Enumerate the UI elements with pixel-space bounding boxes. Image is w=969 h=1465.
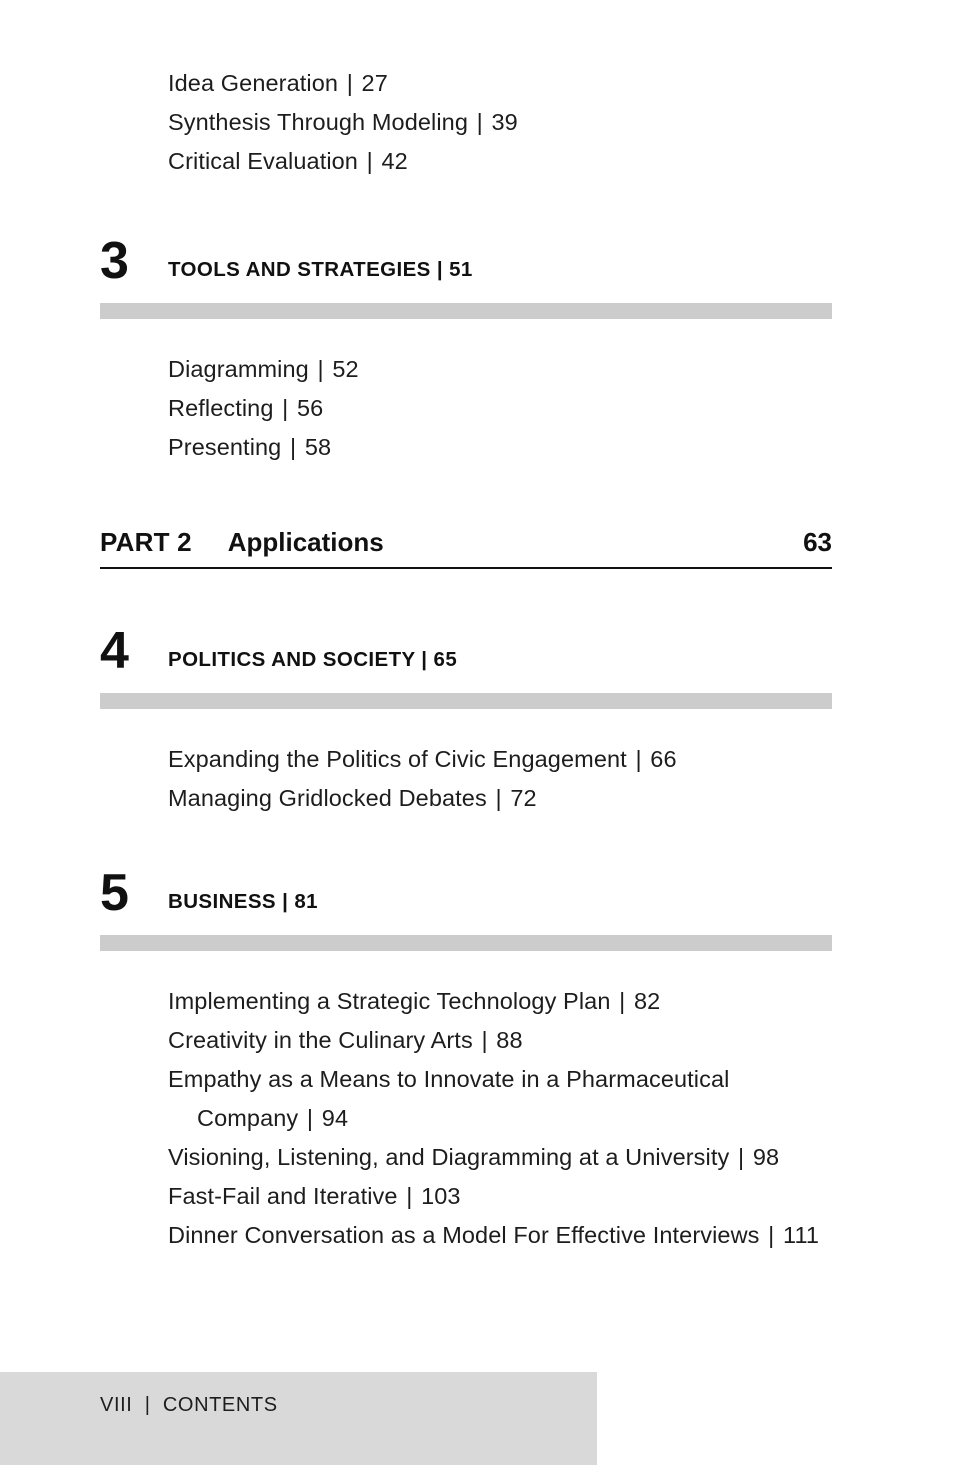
chapter-4-rule xyxy=(100,693,832,709)
entry-page: 42 xyxy=(381,148,408,174)
chapter-5-rule xyxy=(100,935,832,951)
footer-label: CONTENTS xyxy=(162,1394,278,1416)
part-2-heading xyxy=(100,527,832,569)
chapter-5 xyxy=(100,864,832,1255)
entry-separator: | xyxy=(406,1183,413,1209)
entry-title: Visioning, Listening, and Diagramming at a University xyxy=(168,1144,730,1170)
entry-page: 56 xyxy=(297,395,324,421)
entry-page: 82 xyxy=(634,988,661,1014)
entry-page: 66 xyxy=(650,746,677,772)
entry-separator: | xyxy=(290,434,297,460)
entry-page: 88 xyxy=(496,1027,523,1053)
footer-separator: | xyxy=(144,1394,151,1416)
entry-separator: | xyxy=(476,109,483,135)
list-item xyxy=(168,1099,832,1138)
entry-title: Idea Generation xyxy=(168,70,339,96)
entry-separator: | xyxy=(481,1027,488,1053)
entry-separator: | xyxy=(495,785,502,811)
entry-title: Presenting xyxy=(168,434,282,460)
entry-separator: | xyxy=(619,988,626,1014)
entry-title: Diagramming xyxy=(168,356,309,382)
entry-title: Expanding the Politics of Civic Engagement xyxy=(168,746,627,772)
chapter-3-entry-list xyxy=(168,350,832,467)
chapter-5-entry-list xyxy=(168,982,832,1255)
list-item xyxy=(168,740,832,779)
entry-page: 98 xyxy=(752,1144,780,1170)
chapter-3 xyxy=(100,232,832,467)
entry-title: Fast-Fail and Iterative xyxy=(168,1183,398,1209)
chapter-5-heading xyxy=(100,864,832,922)
footer xyxy=(100,1394,278,1417)
entry-title: Reflecting xyxy=(168,395,274,421)
list-item xyxy=(168,1060,832,1099)
entry-title: Company xyxy=(197,1105,299,1131)
list-item xyxy=(168,103,518,142)
list-item xyxy=(168,1216,832,1255)
entry-page: 103 xyxy=(421,1183,461,1209)
list-item xyxy=(168,428,832,467)
entry-title: Dinner Conversation as a Model For Effective Interviews xyxy=(168,1222,760,1248)
entry-page: 52 xyxy=(332,356,359,382)
chapter-3-number: 3 xyxy=(100,232,128,290)
top-entry-list xyxy=(168,64,518,181)
entry-title: Creativity in the Culinary Arts xyxy=(168,1027,473,1053)
list-item xyxy=(168,1177,832,1216)
list-item xyxy=(168,350,832,389)
entry-separator: | xyxy=(366,148,373,174)
chapter-4-title: POLITICS AND SOCIETY | 65 xyxy=(168,648,458,671)
chapter-4-heading xyxy=(100,622,832,680)
chapter-4-entry-list xyxy=(168,740,832,818)
entry-separator: | xyxy=(282,395,289,421)
part-2-label: PART 2 xyxy=(100,527,192,557)
entry-separator: | xyxy=(768,1222,775,1248)
chapter-4 xyxy=(100,622,832,818)
entry-title: Implementing a Strategic Technology Plan xyxy=(168,988,611,1014)
entry-page: 58 xyxy=(304,434,332,460)
list-item xyxy=(168,982,832,1021)
entry-title: Synthesis Through Modeling xyxy=(168,109,469,135)
entry-separator: | xyxy=(317,356,324,382)
entry-separator: | xyxy=(635,746,642,772)
chapter-4-number: 4 xyxy=(100,622,128,680)
chapter-3-heading xyxy=(100,232,832,290)
list-item xyxy=(168,779,832,818)
footer-band xyxy=(0,1372,597,1465)
entry-title: Managing Gridlocked Debates xyxy=(168,785,487,811)
page-number: VIII xyxy=(100,1394,133,1416)
list-item xyxy=(168,389,832,428)
chapter-5-title: BUSINESS | 81 xyxy=(168,890,318,913)
list-item xyxy=(168,1021,832,1060)
entry-page: 111 xyxy=(783,1222,820,1248)
entry-separator: | xyxy=(737,1144,745,1170)
entry-page: 27 xyxy=(361,70,388,96)
entry-separator: | xyxy=(346,70,353,96)
entry-page: 39 xyxy=(491,109,518,135)
chapter-3-rule xyxy=(100,303,832,319)
entry-page: 94 xyxy=(321,1105,349,1131)
entry-separator: | xyxy=(306,1105,314,1131)
part-2-title: Applications xyxy=(227,527,384,557)
part-2-row xyxy=(100,527,832,569)
entry-title: Critical Evaluation xyxy=(168,148,358,174)
entry-page: 72 xyxy=(510,785,537,811)
chapter-3-title: TOOLS AND STRATEGIES | 51 xyxy=(168,258,473,281)
entry-title: Empathy as a Means to Innovate in a Pharmaceutical xyxy=(168,1066,730,1092)
part-2-page: 63 xyxy=(803,527,832,557)
list-item xyxy=(168,1138,832,1177)
list-item xyxy=(168,64,518,103)
chapter-5-number: 5 xyxy=(100,864,128,922)
list-item xyxy=(168,142,518,181)
